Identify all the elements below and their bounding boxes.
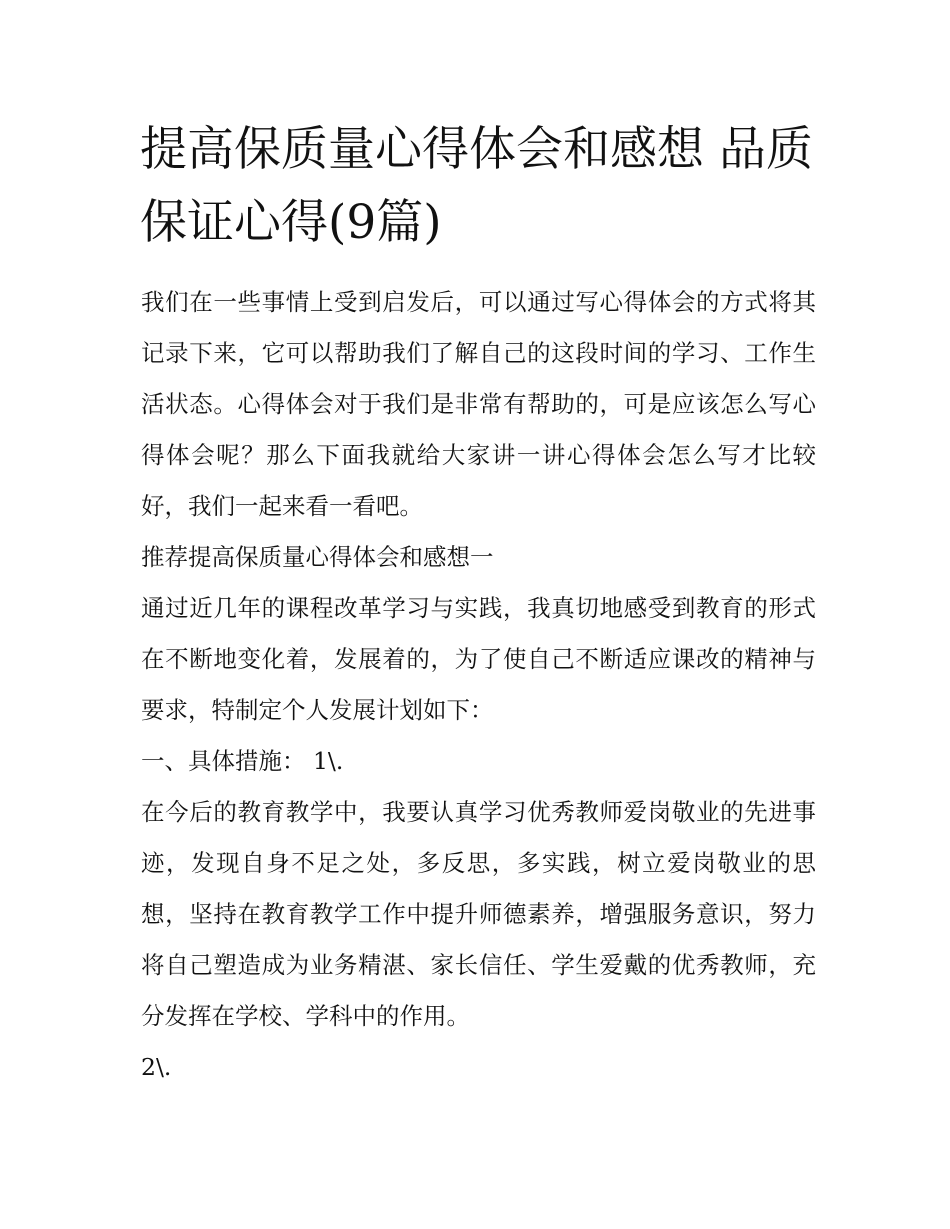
document-body <box>141 277 816 1093</box>
section-heading: 推荐提高保质量心得体会和感想一 <box>141 543 494 571</box>
document-title: 提高保质量心得体会和感想 品质保证心得(9篇) <box>140 122 813 250</box>
list-item-number-2: 2\. <box>141 1053 172 1081</box>
paragraph-intro: 我们在一些事情上受到启发后，可以通过写心得体会的方式将其记录下来，它可以帮助我们了解自己的这段时间的学习、工作生活状态。心得体会对于我们是非常有帮助的，可是应该怎么写心得体会呢？那么下面我就给大家讲一讲心得体会怎么写才比较好，我们一起来看一看吧。 <box>141 288 816 520</box>
list-heading-measures: 一、具体措施： 1\. <box>141 747 344 775</box>
paragraph-measure-1: 在今后的教育教学中，我要认真学习优秀教师爱岗敬业的先进事迹，发现自身不足之处，多反思，多实践，树立爱岗敬业的思想，坚持在教育教学工作中提升师德素养，增强服务意识，努力将自己塑造成为业务精湛、家长信任、学生爱戴的优秀教师，充分发挥在学校、学科中的作用。 <box>141 798 816 1030</box>
paragraph-course-reform: 通过近几年的课程改革学习与实践，我真切地感受到教育的形式在不断地变化着，发展着的，为了使自己不断适应课改的精神与要求，特制定个人发展计划如下： <box>141 594 816 724</box>
